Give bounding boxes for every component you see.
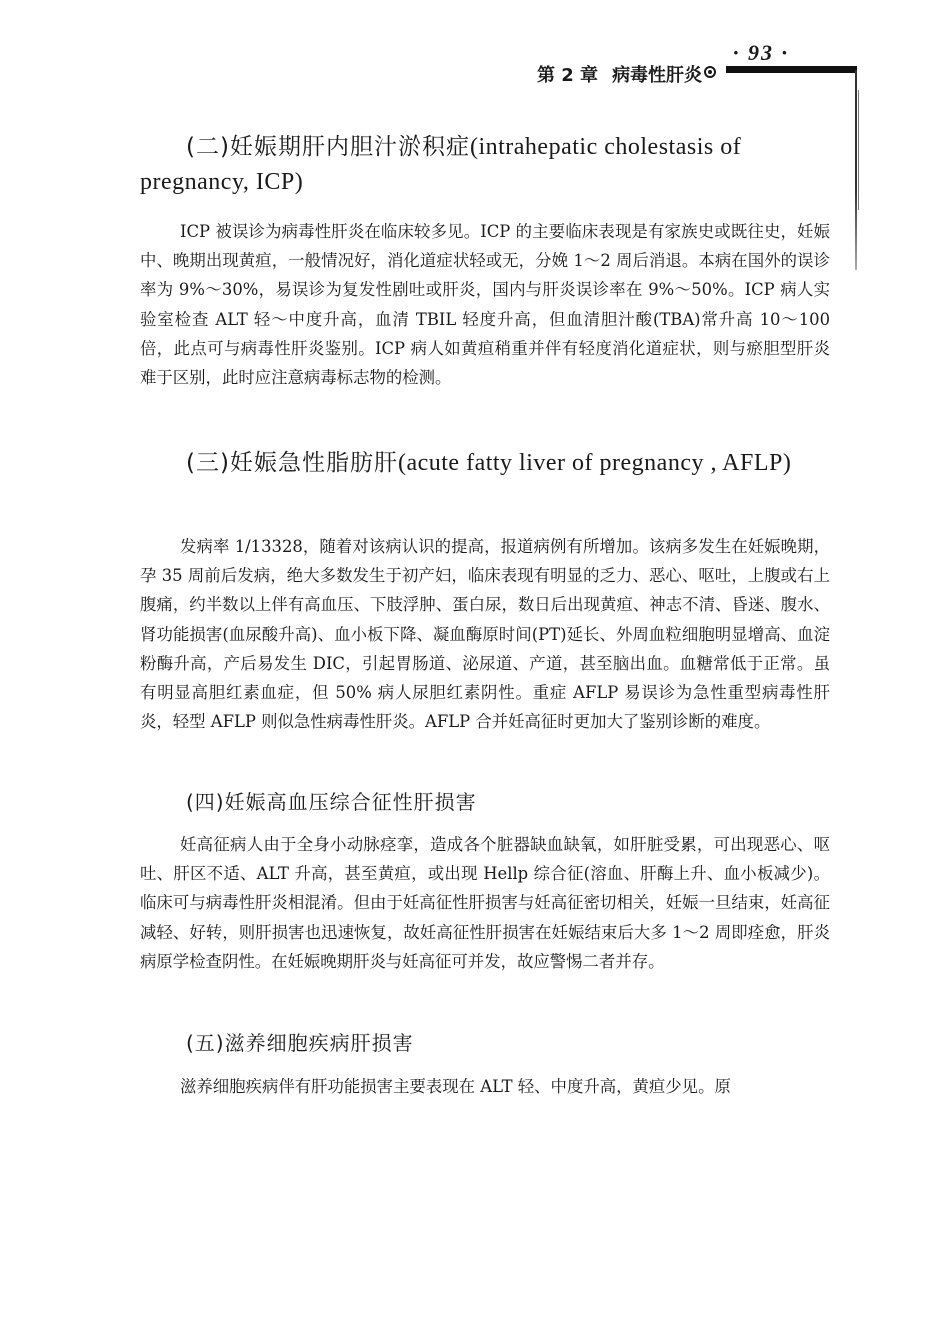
paragraph-icp: ICP 被误诊为病毒性肝炎在临床较多见。ICP 的主要临床表现是有家族史或既往史，妊娠中、晚期出现黄疸，一般情况好，消化道症状轻或无，分娩 1～2 周后消退。本病在国外的误诊率为 9%～30%，易误诊为复发性剧吐或肝炎，国内与肝炎误诊率在 9%～50%。ICP 病人实验室检查 ALT 轻～中度升高，血清 TBIL 轻度升高，但血清胆汁酸(TBA)常升高 10～100 倍，此点可与病毒性肝炎鉴别。ICP 病人如黄疸稍重并伴有轻度消化道症状，则与瘀胆型肝炎难于区别，此时应注意病毒标志物的检测。 [140, 222, 830, 388]
margin-rule-thin [858, 90, 859, 210]
heading-cn: (二)妊娠期肝内胆汁淤积症 [186, 134, 470, 160]
section-heading-icp [140, 130, 830, 200]
chapter-label: 第 2 章 [537, 65, 599, 86]
target-icon [704, 66, 716, 78]
header-rule [726, 66, 857, 73]
heading-en: (acute fatty liver of pregnancy , AFLP) [397, 450, 792, 476]
section-heading-hypertension: (四)妊娠高血压综合征性肝损害 [186, 790, 477, 814]
paragraph-hypertension: 妊高征病人由于全身小动脉痉挛，造成各个脏器缺血缺氧，如肝脏受累，可出现恶心、呕吐、肝区不适、ALT 升高，甚至黄疸，或出现 Hellp 综合征(溶血、肝酶上升、血小板减少)。临床可与病毒性肝炎相混淆。但由于妊高征性肝损害与妊高征密切相关，妊娠一旦结束，妊高征减轻、好转，则肝损害也迅速恢复，故妊高征性肝损害在妊娠结束后大多 1～2 周即痊愈，肝炎病原学检查阴性。在妊娠晚期肝炎与妊高征可并发，故应警惕二者并存。 [140, 835, 830, 971]
chapter-title: 病毒性肝炎 [612, 65, 703, 86]
heading-en: (intrahepatic cholestasis of pregnancy, ICP) [140, 134, 742, 195]
page-number: · 93 · [733, 40, 789, 65]
paragraph-aflp: 发病率 1/13328，随着对该病认识的提高，报道病例有所增加。该病多发生在妊娠晚期，孕 35 周前后发病，绝大多数发生于初产妇，临床表现有明显的乏力、恶心、呕吐，上腹或右上腹痛，约半数以上伴有高血压、下肢浮肿、蛋白尿，数日后出现黄疸、神志不清、昏迷、腹水、肾功能损害(血尿酸升高)、血小板下降、凝血酶原时间(PT)延长、外周血粒细胞明显增高、血淀粉酶升高，产后易发生 DIC，引起胃肠道、泌尿道、产道，甚至脑出血。血糖常低于正常。虽有明显高胆红素血症，但 50% 病人尿胆红素阴性。重症 AFLP 易误诊为急性重型病毒性肝炎，轻型 AFLP 则似急性病毒性肝炎。AFLP 合并妊高征时更加大了鉴别诊断的难度。 [140, 537, 830, 732]
margin-rule [855, 70, 857, 270]
paragraph-trophoblastic: 滋养细胞疾病伴有肝功能损害主要表现在 ALT 轻、中度升高，黄疸少见。原 [180, 1077, 731, 1096]
section-heading-aflp [140, 446, 830, 481]
running-head [537, 61, 702, 87]
heading-cn: (三)妊娠急性脂肪肝 [186, 450, 398, 476]
section-heading-trophoblastic: (五)滋养细胞疾病肝损害 [186, 1031, 414, 1055]
